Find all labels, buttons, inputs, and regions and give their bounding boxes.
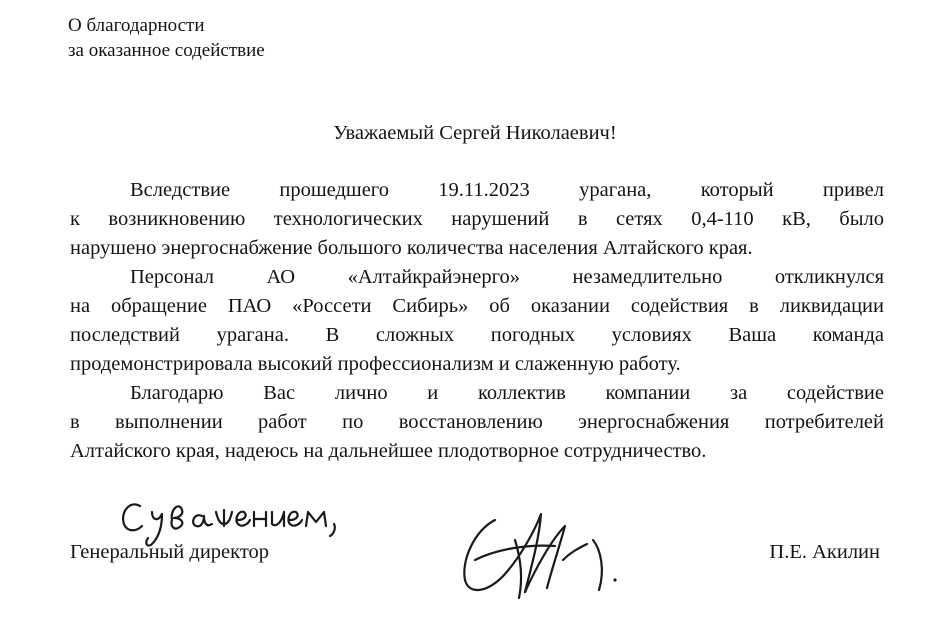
paragraph-line: Алтайского края, надеюсь на дальнейшее плодотворное сотрудничество. — [70, 440, 707, 462]
signer-position: Генеральный директор — [70, 541, 270, 563]
paragraph-line: нарушено энергоснабжение большого количества населения Алтайского края. — [70, 237, 753, 259]
subject-line-2: за оказанное содействие — [68, 40, 265, 61]
subject-line-1: О благодарности — [68, 15, 205, 36]
signature-mark — [455, 500, 635, 610]
signer-name: П.Е. Акилин — [769, 541, 880, 563]
paragraph-line: в выполнении работ по восстановлению энергоснабжения потребителей — [70, 411, 884, 433]
paragraph-line: к возникновению технологических нарушений в сетях 0,4-110 кВ, было — [70, 208, 884, 230]
paragraph-line: на обращение ПАО «Россети Сибирь» об оказании содействия в ликвидации — [70, 295, 884, 317]
paragraph-line: продемонстрировала высокий профессионализм и слаженную работу. — [70, 353, 681, 375]
salutation: Уважаемый Сергей Николаевич! — [333, 122, 617, 144]
paragraph-line: Вследствие прошедшего 19.11.2023 урагана, который привел — [130, 179, 884, 201]
paragraph-line: Благодарю Вас лично и коллектив компании за содействие — [130, 382, 884, 404]
paragraph-line: последствий урагана. В сложных погодных условиях Ваша команда — [70, 324, 884, 346]
paragraph-line: Персонал АО «Алтайкрайэнерго» незамедлительно откликнулся — [130, 266, 884, 288]
